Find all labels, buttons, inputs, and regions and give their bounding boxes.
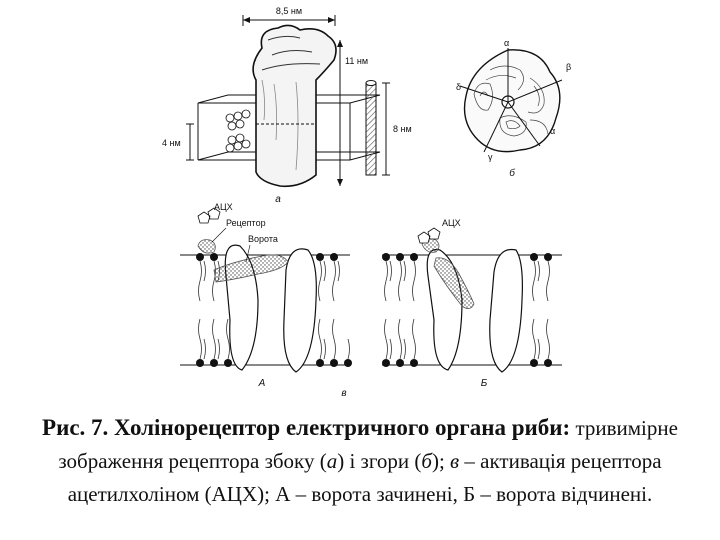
pore-dimension-label: 8 нм xyxy=(393,124,412,134)
subunit-beta-label: β xyxy=(566,62,572,72)
width-dimension-label: 8,5 нм xyxy=(275,6,303,16)
caption-italic-b: б xyxy=(421,449,432,473)
subunit-alpha-right-label: α xyxy=(550,126,556,136)
state-a-closed xyxy=(180,202,352,389)
panel-c-label: в xyxy=(341,388,347,399)
channel-right-subunit-a xyxy=(284,249,317,372)
caption-title: Рис. 7. Холінорецептор електричного органа риби: xyxy=(42,415,571,440)
height-dimension-label: 11 нм xyxy=(345,56,369,66)
panel-b-label: б xyxy=(509,168,515,179)
receptor-label: Рецептор xyxy=(226,218,266,228)
panel-c-activation xyxy=(180,202,562,399)
subunit-alpha-top-label: α xyxy=(504,38,510,48)
subunit-gamma-label: γ xyxy=(488,152,493,162)
caption-text-2: ) і згори ( xyxy=(337,449,422,473)
state-a-label: А xyxy=(258,378,266,389)
lipid-heads xyxy=(226,110,250,152)
panel-b-top-view xyxy=(456,38,571,179)
ach-label-a: АЦХ xyxy=(214,202,233,212)
membrane-dimension-label: 4 нм xyxy=(162,138,181,148)
caption-text-3: ); xyxy=(431,449,451,473)
caption-italic-a: а xyxy=(326,449,338,473)
panel-a-label: а xyxy=(275,194,281,205)
receptor-body xyxy=(253,25,336,186)
subunit-delta-label: δ xyxy=(456,82,462,92)
state-b-open xyxy=(382,218,562,389)
caption-text-4: – активація рецептора ацетилхоліном (АЦХ); А – ворота зачинені, Б – ворота відчинені. xyxy=(67,449,662,506)
ach-label-b: АЦХ xyxy=(442,218,461,228)
figure-caption xyxy=(20,412,700,512)
caption-italic-v: в xyxy=(450,449,460,473)
caption-text-1: тривимірне зображення рецептора збоку ( xyxy=(58,416,678,473)
gate-label: Ворота xyxy=(248,234,278,244)
panel-a-side-view xyxy=(162,6,412,205)
state-b-label: Б xyxy=(480,378,488,389)
pore-cylinder xyxy=(366,83,376,175)
channel-right-subunit-b xyxy=(490,249,523,372)
